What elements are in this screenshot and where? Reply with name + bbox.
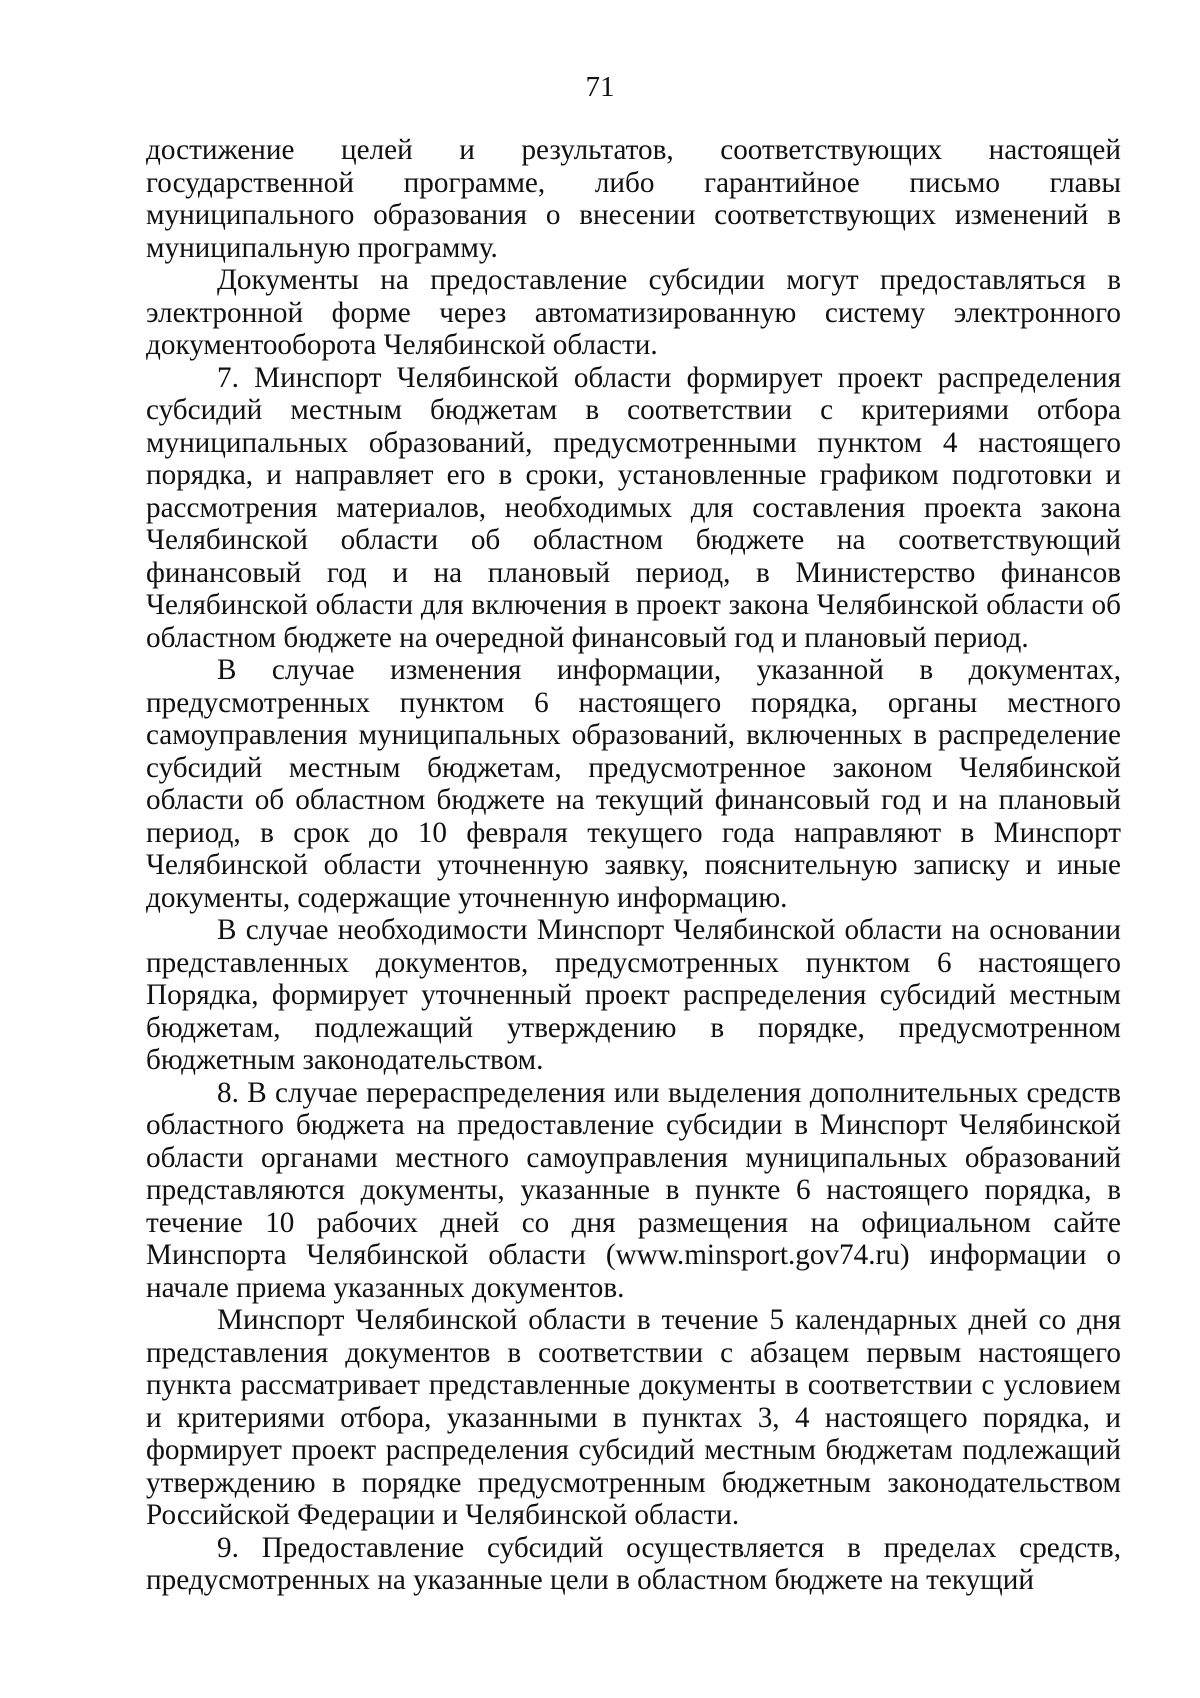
document-body (146, 134, 1121, 1597)
paragraph: 7. Минспорт Челябинской области формирует проект распределения субсидий местным бюджетам в соответствии с критериями отбора муниципальных образований, предусмотренными пунктом 4 настоящего порядка, и направляет его в сроки, установленные графиком подготовки и рассмотрения материалов, необходимых для составления проекта закона Челябинской области об областном бюджете на соответствующий финансовый год и на плановый период, в Министерство финансов Челябинской области для включения в проект закона Челябинской области об областном бюджете на очередной финансовый год и плановый период. (146, 361, 1121, 654)
paragraph: достижение целей и результатов, соответствующих настоящей государственной программе, либо гарантийное письмо главы муниципального образования о внесении соответствующих изменений в муниципальную программу. (146, 134, 1121, 264)
paragraph: 8. В случае перераспределения или выделения дополнительных средств областного бюджета на предоставление субсидии в Минспорт Челябинской области органами местного самоуправления муниципальных образований представляются документы, указанные в пункте 6 настоящего порядка, в течение 10 рабочих дней со дня размещения на официальном сайте Минспорта Челябинской области (www.minsport.gov74.ru) информации о начале приема указанных документов. (146, 1076, 1121, 1304)
paragraph: Документы на предоставление субсидии могут предоставляться в электронной форме через автоматизированную систему электронного документооборота Челябинской области. (146, 264, 1121, 361)
paragraph: В случае изменения информации, указанной в документах, предусмотренных пунктом 6 настоящего порядка, органы местного самоуправления муниципальных образований, включенных в распределение субсидий местным бюджетам, предусмотренное законом Челябинской области об областном бюджете на текущий финансовый год и на плановый период, в срок до 10 февраля текущего года направляют в Минспорт Челябинской области уточненную заявку, пояснительную записку и иные документы, содержащие уточненную информацию. (146, 654, 1121, 914)
page-number: 71 (585, 71, 615, 103)
paragraph: В случае необходимости Минспорт Челябинской области на основании представленных документов, предусмотренных пунктом 6 настоящего Порядка, формирует уточненный проект распределения субсидий местным бюджетам, подлежащий утверждению в порядке, предусмотренном бюджетным законодательством. (146, 914, 1121, 1076)
paragraph: Минспорт Челябинской области в течение 5 календарных дней со дня представления документов в соответствии с абзацем первым настоящего пункта рассматривает представленные документы в соответствии с условием и критериями отбора, указанными в пунктах 3, 4 настоящего порядка, и формирует проект распределения субсидий местным бюджетам подлежащий утверждению в порядке предусмотренным бюджетным законодательством Российской Федерации и Челябинской области. (146, 1304, 1121, 1531)
paragraph: 9. Предоставление субсидий осуществляется в пределах средств, предусмотренных на указанные цели в областном бюджете на текущий (146, 1531, 1121, 1596)
